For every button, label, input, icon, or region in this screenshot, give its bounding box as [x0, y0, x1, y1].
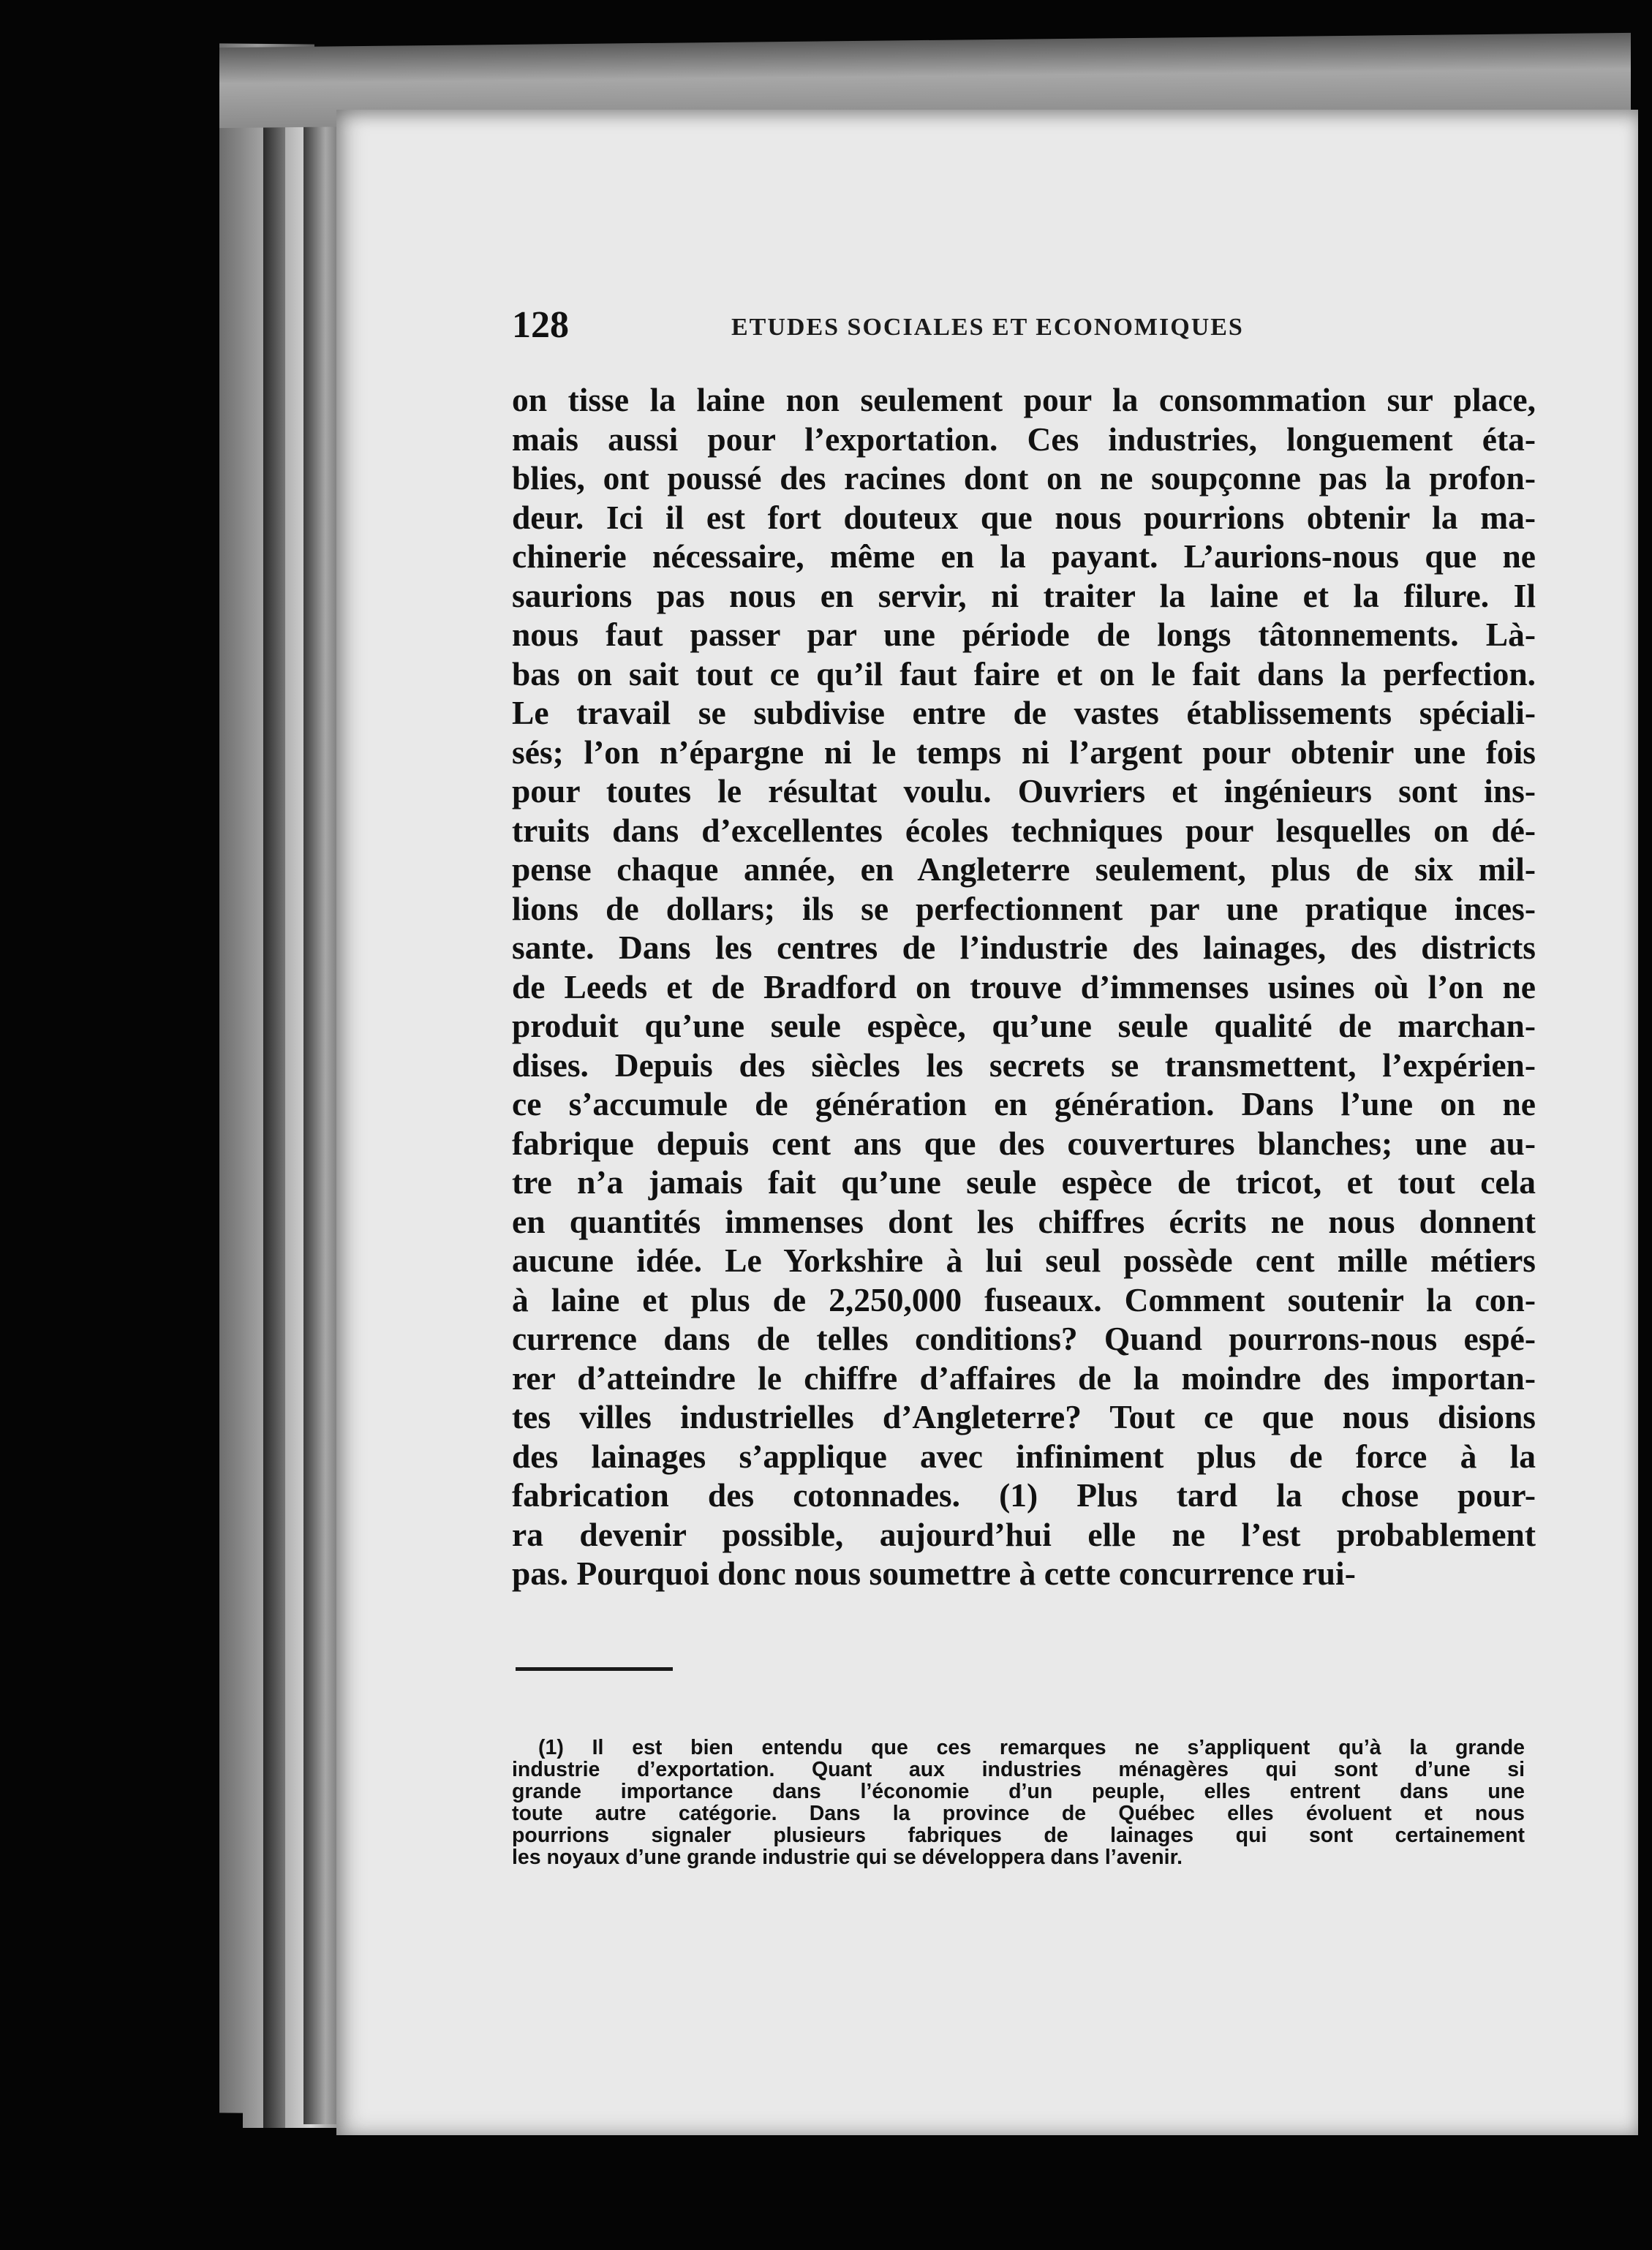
text-line: des lainages s’applique avec infiniment plus de force à la	[512, 1437, 1536, 1475]
footnote-line: pourrions signaler plusieurs fabriques de lainages qui sont certainement	[512, 1824, 1525, 1846]
text-line: fabrique depuis cent ans que des couvertures blanches; une au-	[512, 1124, 1536, 1162]
text-line: mais aussi pour l’exportation. Ces industries, longuement éta-	[512, 420, 1536, 458]
text-line: chinerie nécessaire, même en la payant. L’aurions-nous que ne	[512, 537, 1536, 575]
text-line: aucune idée. Le Yorkshire à lui seul possède cent mille métiers	[512, 1242, 1536, 1279]
text-line: pas. Pourquoi donc nous soumettre à cette concurrence rui-	[512, 1555, 1356, 1592]
text-line: dises. Depuis des siècles les secrets se transmettent, l’expérien-	[512, 1046, 1536, 1084]
running-head: ETUDES SOCIALES ET ECONOMIQUES	[731, 314, 1244, 341]
text-line: pense chaque année, en Angleterre seulement, plus de six mil-	[512, 850, 1536, 888]
text-line: ra devenir possible, aujourd’hui elle ne l’est probablement	[512, 1515, 1536, 1553]
page-header	[512, 303, 1638, 355]
text-line: bas on sait tout ce qu’il faut faire et on le fait dans la perfection.	[512, 654, 1536, 692]
text-line: blies, ont poussé des racines dont on ne soupçonne pas la profon-	[512, 459, 1536, 497]
text-line: nous faut passer par une période de longs tâtonnements. Là-	[512, 616, 1536, 653]
text-line: en quantités immenses dont les chiffres écrits ne nous donnent	[512, 1202, 1536, 1240]
footnote-line: toute autre catégorie. Dans la province de Québec elles évoluent et nous	[512, 1802, 1525, 1824]
text-line: truits dans d’excellentes écoles techniques pour lesquelles on dé-	[512, 811, 1536, 849]
text-line: produit qu’une seule espèce, qu’une seule qualité de marchan-	[512, 1007, 1536, 1044]
footnote-divider	[516, 1667, 673, 1671]
text-line: on tisse la laine non seulement pour la consommation sur place,	[512, 381, 1536, 418]
text-line: saurions pas nous en servir, ni traiter la laine et la filure. Il	[512, 576, 1536, 614]
text-line: à laine et plus de 2,250,000 fuseaux. Comment soutenir la con-	[512, 1280, 1536, 1318]
text-line: tes villes industrielles d’Angleterre? Tout ce que nous disions	[512, 1398, 1536, 1435]
body-text	[512, 380, 1536, 1593]
text-line: de Leeds et de Bradford on trouve d’immenses usines où l’on ne	[512, 967, 1536, 1005]
text-line: fabrication des cotonnades. (1) Plus tard la chose pour-	[512, 1476, 1536, 1514]
footnote-line: les noyaux d’une grande industrie qui se développera dans l’avenir.	[512, 1846, 1183, 1868]
text-line: pour toutes le résultat voulu. Ouvriers et ingénieurs sont ins-	[512, 772, 1536, 809]
text-line: currence dans de telles conditions? Quand pourrons-nous espé-	[512, 1320, 1536, 1357]
text-line: lions de dollars; ils se perfectionnent par une pratique inces-	[512, 889, 1536, 927]
text-line: sés; l’on n’épargne ni le temps ni l’argent pour obtenir une fois	[512, 733, 1536, 771]
text-line: rer d’atteindre le chiffre d’affaires de la moindre des importan-	[512, 1359, 1536, 1397]
page-number: 128	[512, 304, 569, 346]
text-line: Le travail se subdivise entre de vastes établissements spéciali-	[512, 694, 1536, 731]
text-line: deur. Ici il est fort douteux que nous pourrions obtenir la ma-	[512, 498, 1536, 536]
footnote-line: (1) Il est bien entendu que ces remarques ne s’appliquent qu’à la grande	[538, 1737, 1525, 1759]
book-page	[336, 110, 1638, 2135]
text-line: tre n’a jamais fait qu’une seule espèce de tricot, et tout cela	[512, 1163, 1536, 1201]
footnote-line: grande importance dans l’économie d’un peuple, elles entrent dans une	[512, 1781, 1525, 1802]
text-line: sante. Dans les centres de l’industrie des lainages, des districts	[512, 929, 1536, 966]
footnote	[512, 1737, 1525, 1868]
footnote-line: industrie d’exportation. Quant aux industries ménagères qui sont d’une si	[512, 1759, 1525, 1781]
text-line: ce s’accumule de génération en génération. Dans l’une on ne	[512, 1085, 1536, 1122]
